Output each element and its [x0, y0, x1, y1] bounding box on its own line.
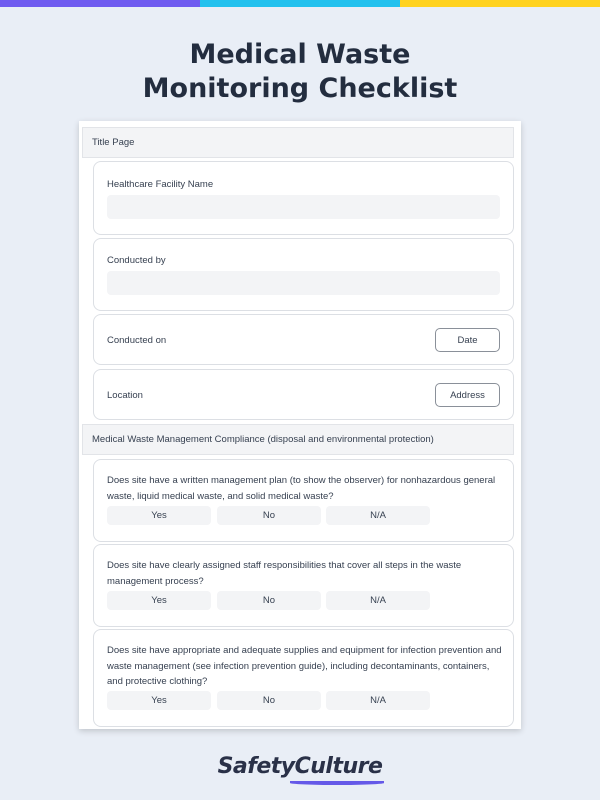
page-title-line-2: Monitoring Checklist: [142, 73, 458, 104]
safetyculture-logo: SafetyCulture: [217, 754, 383, 779]
question-card: [93, 629, 514, 727]
answer-no-button[interactable]: No: [217, 691, 321, 710]
facility-name-card: [93, 161, 514, 235]
answer-na-button[interactable]: N/A: [326, 591, 430, 610]
date-picker-button[interactable]: Date: [435, 328, 500, 352]
top-bar-cyan-segment: [200, 0, 400, 7]
answer-yes-button[interactable]: Yes: [107, 506, 211, 525]
facility-name-label: Healthcare Facility Name: [107, 179, 214, 190]
conducted-by-input[interactable]: [107, 271, 500, 295]
page-title: [0, 38, 600, 106]
facility-name-input[interactable]: [107, 195, 500, 219]
question-text: Does site have appropriate and adequate supplies and equipment for infection prevention and waste management (see infection prevention guide), including decontaminants, containers, and protective clothing?: [107, 645, 502, 687]
answer-no-button[interactable]: No: [217, 591, 321, 610]
logo-underline-swoosh: [290, 781, 384, 785]
question-text: Does site have clearly assigned staff responsibilities that cover all steps in the waste management process?: [107, 560, 462, 587]
page-title-line-1: Medical Waste: [189, 39, 411, 70]
top-bar-purple-segment: [0, 0, 200, 7]
top-color-bar: [0, 0, 600, 7]
top-bar-yellow-segment: [400, 0, 600, 7]
answer-yes-button[interactable]: Yes: [107, 591, 211, 610]
question-card: [93, 544, 514, 627]
conducted-on-card: [93, 314, 514, 365]
compliance-section-header: Medical Waste Management Compliance (disposal and environmental protection): [82, 424, 514, 455]
question-card: [93, 459, 514, 542]
answer-na-button[interactable]: N/A: [326, 691, 430, 710]
checklist-form-panel: [79, 121, 521, 729]
answer-no-button[interactable]: No: [217, 506, 321, 525]
location-card: [93, 369, 514, 420]
answer-na-button[interactable]: N/A: [326, 506, 430, 525]
location-label: Location: [107, 390, 143, 401]
title-page-section-header: Title Page: [82, 127, 514, 158]
conducted-by-card: [93, 238, 514, 311]
question-text: Does site have a written management plan (to show the observer) for nonhazardous general waste, liquid medical waste, and solid medical waste?: [107, 475, 496, 502]
conducted-on-label: Conducted on: [107, 335, 167, 346]
answer-yes-button[interactable]: Yes: [107, 691, 211, 710]
conducted-by-label: Conducted by: [107, 255, 166, 266]
address-picker-button[interactable]: Address: [435, 383, 500, 407]
